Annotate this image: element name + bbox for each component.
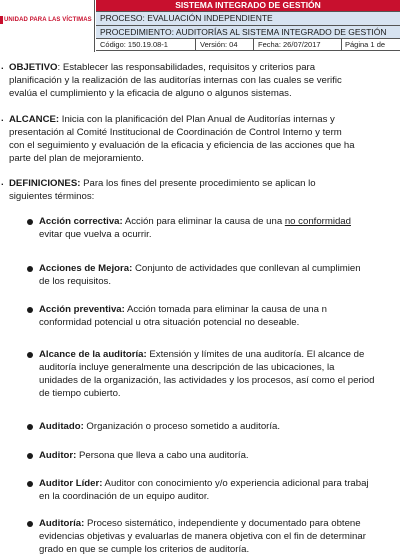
definition-text: Persona que lleva a cabo una auditoría. (76, 450, 249, 461)
bullet-icon (27, 266, 33, 272)
procedure-label: PROCEDIMIENTO: AUDITORÍAS AL SISTEMA INTEGRADO DE GESTIÓN (96, 26, 400, 38)
section-text: presentación al Comité Institucional de Coordinación de Control Interno y term (9, 127, 342, 138)
section-number: . (1, 113, 4, 124)
section-title: ALCANCE: (9, 114, 60, 125)
definition-term: Acciones de Mejora: (39, 263, 133, 274)
definition-text: Auditor con conocimiento y/o experiencia adicional para trabaj (102, 478, 369, 489)
divider (96, 50, 400, 51)
bullet-icon (27, 521, 33, 527)
definition-term: Auditado: (39, 421, 84, 432)
system-title: SISTEMA INTEGRADO DE GESTIÓN (96, 0, 400, 11)
section-title: DEFINICIONES: (9, 178, 81, 189)
section-title: OBJETIVO (9, 62, 58, 73)
definition-text: no conformidad (284, 216, 351, 227)
definition-item (39, 303, 400, 329)
logo (0, 0, 95, 52)
section-text: Para los fines del presente procedimiento se aplican lo (80, 178, 316, 189)
definition-term: Alcance de la auditoría: (39, 349, 147, 360)
divider (341, 39, 342, 50)
definition-item (39, 420, 400, 433)
section-definiciones (9, 177, 400, 203)
definition-item (39, 449, 400, 462)
definition-text: Acción para eliminar la causa de una (122, 216, 285, 227)
definition-item (39, 477, 400, 503)
definition-item (39, 215, 400, 241)
definition-text: en la coordinación de un equipo auditor. (39, 491, 210, 502)
definition-text: Extensión y límites de una auditoría. El alcance de (146, 349, 365, 360)
definition-text: Organización o proceso sometido a auditoría. (83, 421, 281, 432)
page-number: Página 1 de (345, 40, 386, 49)
document-date: Fecha: 26/07/2017 (258, 40, 321, 49)
definition-text: auditoría incluye generalmente una descripción de las ubicaciones, la (39, 362, 335, 373)
definition-text: de los requisitos. (39, 276, 111, 287)
bullet-icon (27, 219, 33, 225)
definition-term: Acción correctiva: (39, 216, 123, 227)
definition-item (39, 517, 400, 556)
logo-text: UNIDAD PARA LAS VÍCTIMAS (4, 17, 92, 23)
definition-text: de tiempo cubierto. (39, 388, 121, 399)
definition-text: Proceso sistemático, independiente y documentado para obtene (84, 518, 361, 529)
document-code: Código: 150.19.08-1 (100, 40, 168, 49)
definition-item (39, 348, 400, 400)
definition-term: Auditoría: (39, 518, 85, 529)
bullet-icon (27, 481, 33, 487)
definition-text: Acción tomada para eliminar la causa de una n (124, 304, 327, 315)
logo-mark-icon (0, 16, 3, 24)
document-version: Versión: 04 (200, 40, 238, 49)
definition-text: Conjunto de actividades que conllevan al cumplimien (132, 263, 361, 274)
definition-item (39, 262, 400, 288)
section-text: siguientes términos: (9, 191, 95, 202)
process-label: PROCESO: EVALUACIÓN INDEPENDIENTE (96, 12, 400, 25)
definition-term: Auditor Líder: (39, 478, 103, 489)
definition-text: unidades de la organización, las actividades y los procesos, así como el period (39, 375, 375, 386)
section-objetivo (9, 61, 400, 100)
divider (195, 39, 196, 50)
document-meta (96, 39, 400, 50)
document-header (0, 0, 400, 52)
definition-text: conformidad potencial u otra situación potencial no deseable. (39, 317, 300, 328)
bullet-icon (27, 352, 33, 358)
section-text: con el seguimiento y evaluación de la eficacia y eficiencia de las acciones que ha (9, 140, 355, 151)
definition-text: evidencias objetivas y evaluarlas de manera objetiva con el fin de determinar (39, 531, 366, 542)
section-text: : Establecer las responsabilidades, requisitos y criterios para (57, 62, 316, 73)
definition-text: evitar que vuelva a ocurrir. (39, 229, 152, 240)
definition-term: Auditor: (39, 450, 77, 461)
section-text: Inicia con la planificación del Plan Anual de Auditorías internas y (59, 114, 335, 125)
bullet-icon (27, 307, 33, 313)
section-text: parte del plan de mejoramiento. (9, 153, 144, 164)
divider (253, 39, 254, 50)
bullet-icon (27, 453, 33, 459)
bullet-icon (27, 424, 33, 430)
definition-text: grado en que se cumple los criterios de auditoría. (39, 544, 250, 555)
section-number: . (1, 61, 4, 72)
section-text: planificación y la realización de las auditorías internas con las cuales se verific (9, 75, 342, 86)
section-text: evalúa el cumplimiento y la eficacia de alguno o algunos sistemas. (9, 88, 292, 99)
section-number: . (1, 177, 4, 188)
definition-term: Acción preventiva: (39, 304, 125, 315)
section-alcance (9, 113, 400, 165)
